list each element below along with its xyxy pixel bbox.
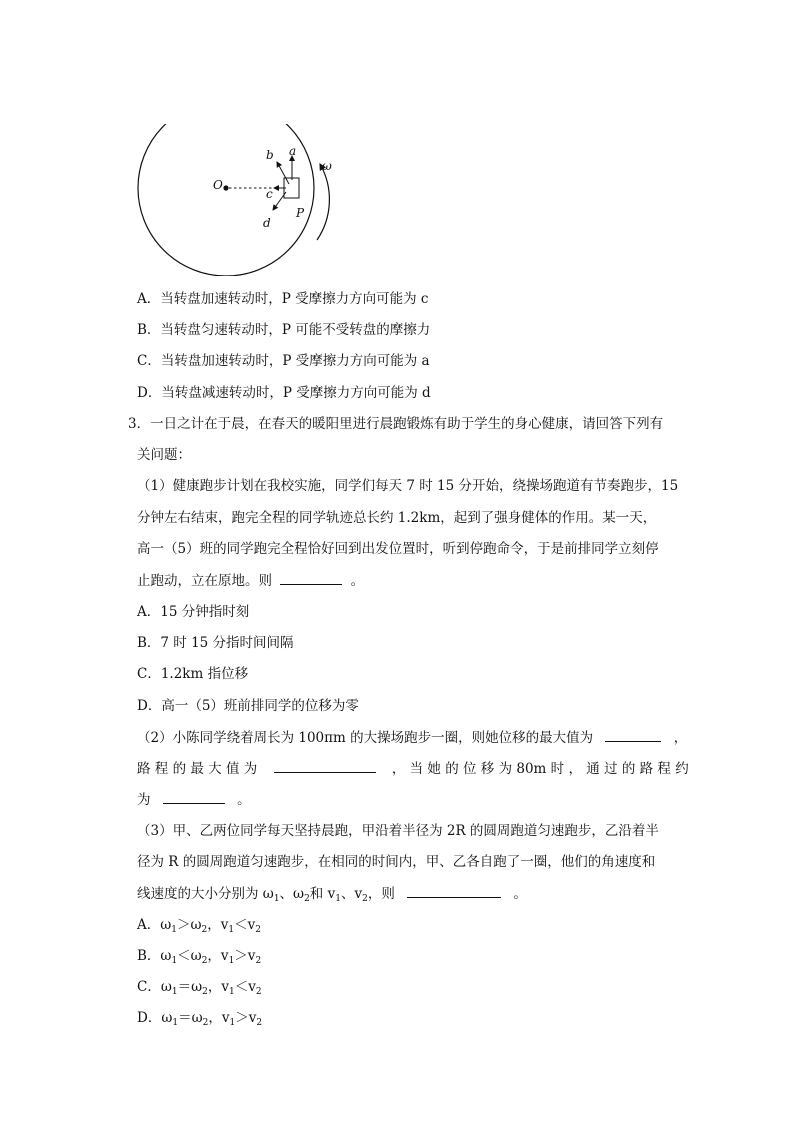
turntable-figure bbox=[134, 124, 344, 276]
sub-2: 2 bbox=[202, 987, 208, 997]
label-P: P bbox=[296, 206, 305, 220]
option-letter: D． bbox=[137, 1010, 162, 1026]
q3-p3-line1: （3）甲、乙两位同学每天坚持晨跑，甲沿着半径为 2R 的圆周跑道匀速跑步，乙沿着半 bbox=[137, 823, 659, 839]
q2-option-c: C．当转盘加速转动时，P 受摩擦力方向可能为 a bbox=[137, 353, 430, 369]
q3-p2-line1 bbox=[137, 727, 687, 748]
q3-p1-line4-end: 。 bbox=[350, 573, 365, 589]
answer-blank-p2-displacement[interactable] bbox=[605, 727, 661, 742]
turntable-disk bbox=[138, 124, 314, 276]
q3-p1-line4-text: 止跑动，立在原地。则 bbox=[137, 573, 272, 589]
relation: ＜ bbox=[177, 948, 191, 964]
sub-2: 2 bbox=[202, 1018, 209, 1028]
q3-p1-line1: （1）健康跑步计划在我校实施，同学们每天 7 时 15 分开始，绕操场跑道有节奏跑步，15 bbox=[137, 478, 679, 494]
option-letter: C． bbox=[137, 979, 161, 995]
v-symbol: v bbox=[221, 1010, 230, 1026]
relation: ＝ bbox=[178, 1010, 192, 1026]
relation: ＞ bbox=[234, 948, 248, 964]
block-P bbox=[284, 178, 299, 198]
label-O: O bbox=[213, 178, 223, 192]
omega-symbol: ω bbox=[160, 979, 172, 995]
answer-blank-p2-distance[interactable] bbox=[274, 758, 376, 773]
q3-p3-line3-e: ，则 bbox=[367, 886, 395, 902]
omega-symbol: ω bbox=[160, 948, 172, 964]
q3-stem-line1: 3．一日之计在于晨，在春天的暖阳里进行晨跑锻炼有助于学生的身心健康，请回答下列有 bbox=[128, 416, 664, 432]
q3-p3-option-a bbox=[137, 915, 261, 940]
separator: ， bbox=[207, 948, 221, 964]
q3-p1-option-c: C．1.2km 指位移 bbox=[137, 666, 249, 682]
q3-p3-line3-b: 、ω bbox=[279, 886, 305, 902]
q3-p2-line1-end: ， bbox=[673, 730, 688, 746]
option-letter: A． bbox=[137, 917, 161, 933]
sub-2: 2 bbox=[201, 956, 208, 966]
sub-2: 2 bbox=[255, 987, 262, 997]
label-d: d bbox=[263, 216, 271, 230]
relation: ＜ bbox=[234, 917, 248, 933]
v-symbol: v bbox=[247, 917, 256, 933]
q3-stem-line2: 关问题： bbox=[137, 447, 191, 463]
sub-1: 1 bbox=[171, 925, 177, 935]
q3-p1-line3: 高一（5）班的同学跑完全程恰好回到出发位置时，听到停跑命令，于是前排同学立刻停 bbox=[137, 541, 659, 557]
q3-p2-line2-rest: ， 当 她 的 位 移 为 80m 时 ， 通 过 的 路 程 约 bbox=[391, 761, 689, 777]
answer-blank-p3[interactable] bbox=[407, 883, 501, 898]
q3-p2-line3-end: 。 bbox=[237, 792, 251, 808]
omega-symbol: ω bbox=[191, 979, 203, 995]
answer-blank-p1[interactable] bbox=[280, 570, 342, 585]
q3-p2-line3 bbox=[137, 789, 251, 810]
q3-p2-line1-text: （2）小陈同学绕着周长为 100πm 的大操场跑步一圈，则她位移的最大值为 bbox=[137, 730, 594, 746]
sub-2: 2 bbox=[255, 925, 261, 935]
q3-p2-line2 bbox=[137, 758, 689, 779]
v-symbol: v bbox=[221, 979, 229, 995]
separator: ， bbox=[207, 979, 222, 995]
sub-1: 1 bbox=[228, 925, 235, 935]
q3-p3-line2: 径为 R 的圆周跑道匀速跑步，在相同的时间内，甲、乙各自跑了一圈，他们的角速度和 bbox=[137, 854, 656, 870]
q3-p2-line2-text: 路 程 的 最 大 值 为 bbox=[137, 761, 258, 777]
sub-2: 2 bbox=[255, 956, 262, 966]
sub-1: 1 bbox=[273, 894, 280, 904]
relation: ＝ bbox=[177, 979, 192, 995]
sub-1: 1 bbox=[335, 894, 341, 904]
v-symbol: v bbox=[220, 948, 229, 964]
q3-p3-option-d bbox=[137, 1008, 262, 1033]
arrow-d bbox=[273, 192, 286, 210]
omega-symbol: ω bbox=[190, 948, 202, 964]
turntable-diagram bbox=[134, 124, 344, 276]
rotation-arrow bbox=[317, 164, 329, 240]
label-c: c bbox=[266, 187, 273, 201]
omega-symbol: ω bbox=[161, 1010, 173, 1026]
omega-symbol: ω bbox=[191, 1010, 203, 1026]
relation: ＜ bbox=[234, 979, 249, 995]
q3-p1-line4 bbox=[137, 570, 364, 591]
q2-option-a: A．当转盘加速转动时，P 受摩擦力方向可能为 c bbox=[137, 291, 429, 307]
q3-p3-line3 bbox=[137, 883, 527, 909]
q3-p1-option-b: B．7 时 15 分指时间间隔 bbox=[137, 635, 294, 651]
answer-blank-p2-path[interactable] bbox=[163, 789, 225, 804]
sub-1: 1 bbox=[171, 987, 178, 997]
q3-p1-option-a: A．15 分钟指时刻 bbox=[137, 604, 250, 620]
v-symbol: v bbox=[248, 979, 256, 995]
q3-p1-line2: 分钟左右结束，跑完全程的同学轨迹总长约 1.2km，起到了强身健体的作用。某一天， bbox=[137, 510, 657, 526]
relation: ＞ bbox=[177, 917, 191, 933]
sub-1: 1 bbox=[228, 987, 235, 997]
separator: ， bbox=[207, 917, 221, 933]
q3-p3-line3-a: 线速度的大小分别为 ω bbox=[137, 886, 274, 902]
q3-p3-option-c bbox=[137, 977, 262, 1002]
q2-option-d: D．当转盘减速转动时，P 受摩擦力方向可能为 d bbox=[137, 385, 431, 401]
q3-p1-option-d: D．高一（5）班前排同学的位移为零 bbox=[137, 698, 359, 714]
option-letter: B． bbox=[137, 948, 161, 964]
v-symbol: v bbox=[248, 1010, 257, 1026]
q3-p3-line3-end: 。 bbox=[513, 886, 527, 902]
q3-p2-line3-text: 为 bbox=[137, 792, 151, 808]
relation: ＞ bbox=[235, 1010, 249, 1026]
q3-p3-option-b bbox=[137, 946, 261, 971]
label-b: b bbox=[266, 148, 274, 162]
center-point-O bbox=[223, 185, 228, 190]
q3-p3-line3-c: 和 v bbox=[309, 886, 336, 902]
arrow-b bbox=[277, 162, 289, 184]
sub-2: 2 bbox=[256, 1018, 263, 1028]
omega-symbol: ω bbox=[190, 917, 202, 933]
v-symbol: v bbox=[247, 948, 256, 964]
sub-1: 1 bbox=[228, 956, 235, 966]
sub-2: 2 bbox=[362, 894, 368, 904]
label-omega: ω bbox=[322, 159, 332, 173]
sub-2: 2 bbox=[304, 894, 310, 904]
sub-1: 1 bbox=[171, 956, 178, 966]
separator: ， bbox=[208, 1010, 222, 1026]
q2-option-b: B．当转盘匀速转动时，P 可能不受转盘的摩擦力 bbox=[137, 322, 431, 338]
v-symbol: v bbox=[220, 917, 229, 933]
label-a: a bbox=[289, 144, 297, 158]
omega-symbol: ω bbox=[160, 917, 172, 933]
q3-p3-line3-d: 、v bbox=[340, 886, 363, 902]
sub-1: 1 bbox=[172, 1018, 179, 1028]
sub-1: 1 bbox=[229, 1018, 236, 1028]
sub-2: 2 bbox=[201, 925, 208, 935]
